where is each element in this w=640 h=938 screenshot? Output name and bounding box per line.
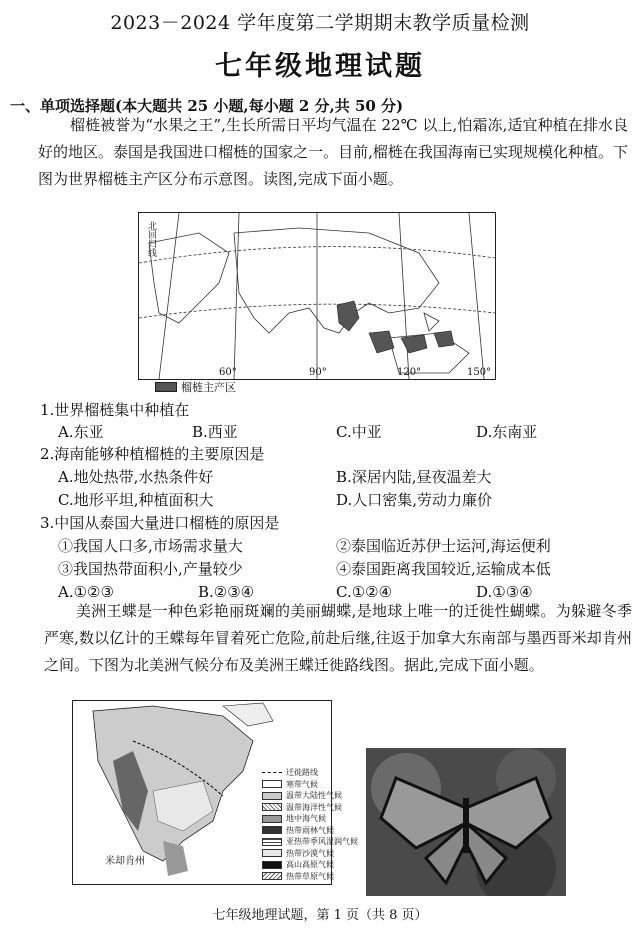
q3-statement-3: ③我国热带面积小,产量较少 (58, 560, 243, 578)
climate-legend (262, 767, 358, 882)
q1-option-a[interactable]: A.东亚 (58, 423, 104, 441)
durian-map (138, 212, 496, 380)
q3-option-d[interactable]: D.①③④ (476, 583, 533, 601)
q1-option-d[interactable]: D.东南亚 (476, 423, 538, 441)
q3-statement-1: ①我国人口多,市场需求量大 (58, 537, 243, 555)
lon-label: 120° (397, 367, 422, 378)
lon-label: 90° (309, 367, 327, 378)
question-2-stem: 2.海南能够种植榴梿的主要原因是 (40, 445, 265, 463)
durian-legend (155, 379, 236, 395)
q3-option-b[interactable]: B.②③④ (198, 583, 255, 601)
legend-item: 热带雨林气候 (262, 825, 358, 837)
north-label: 北回归线 (146, 221, 156, 257)
q3-option-c[interactable]: C.①②④ (336, 583, 393, 601)
legend-item: 高山高原气候 (262, 859, 358, 871)
legend-swatch (155, 382, 177, 392)
legend-label: 榴梿主产区 (181, 381, 236, 394)
durian-areas (337, 301, 454, 353)
q2-option-b[interactable]: B.深居内陆,昼夜温差大 (336, 468, 492, 486)
legend-item: 热带草原气候 (262, 871, 358, 883)
passage-butterfly: 美洲王蝶是一种色彩艳丽斑斓的美丽蝴蝶,是地球上唯一的迁徙性蝴蝶。为躲避冬季严寒,数以亿计的王蝶每年冒着死亡危险,前赴后继,往返于加拿大东南部与墨西哥米却肯州之间。下图为北美洲气候分布及美洲王蝶迁徙路线图。据此,完成下面小题。 (44, 602, 632, 674)
q3-statement-2: ②泰国临近苏伊士运河,海运便利 (336, 537, 551, 555)
page-title: 七年级地理试题 (215, 51, 425, 82)
q2-option-a[interactable]: A.地处热带,水热条件好 (58, 468, 214, 486)
legend-item: 温带大陆性气候 (262, 790, 358, 802)
michoacan-label: 米却肯州 (105, 856, 145, 867)
legend-item: 迁徙路线 (262, 767, 358, 779)
page-footer: 七年级地理试题，第 1 页（共 8 页） (212, 908, 428, 923)
legend-item: 地中海气候 (262, 813, 358, 825)
exam-name: 2023－2024 学年度第二学期期末教学质量检测 (110, 12, 530, 34)
durian-map-graphic (139, 213, 495, 379)
monarch-butterfly-photo (366, 748, 566, 896)
butterfly-graphic (366, 748, 566, 896)
passage-durian: 榴梿被誉为“水果之王”,生长所需日平均气温在 22℃ 以上,怕霜冻,适宜种植在排水良好的地区。泰国是我国进口榴梿的国家之一。目前,榴梿在我国海南已实现规模化种植。下图为世界榴梿主产区分布示意图。读图,完成下面小题。 (38, 116, 628, 188)
lon-label: 60° (219, 367, 237, 378)
section-heading: 一、单项选择题(本大题共 25 小题,每小题 2 分,共 50 分) (10, 97, 404, 115)
question-1-stem: 1.世界榴梿集中种植在 (40, 401, 190, 419)
q3-option-a[interactable]: A.①②③ (58, 583, 114, 601)
legend-item: 寒带气候 (262, 779, 358, 791)
question-3-stem: 3.中国从泰国大量进口榴梿的原因是 (40, 514, 280, 532)
q3-statement-4: ④泰国距离我国较近,运输成本低 (336, 560, 551, 578)
legend-item: 温带海洋性气候 (262, 802, 358, 814)
q1-option-b[interactable]: B.西亚 (192, 423, 238, 441)
q2-option-c[interactable]: C.地形平坦,种植面积大 (58, 491, 214, 509)
q1-option-c[interactable]: C.中亚 (336, 423, 382, 441)
legend-item: 亚热带季风湿润气候 (262, 836, 358, 848)
lon-label: 150° (467, 367, 492, 378)
legend-item: 热带沙漠气候 (262, 848, 358, 860)
q2-option-d[interactable]: D.人口密集,劳动力廉价 (336, 491, 493, 509)
